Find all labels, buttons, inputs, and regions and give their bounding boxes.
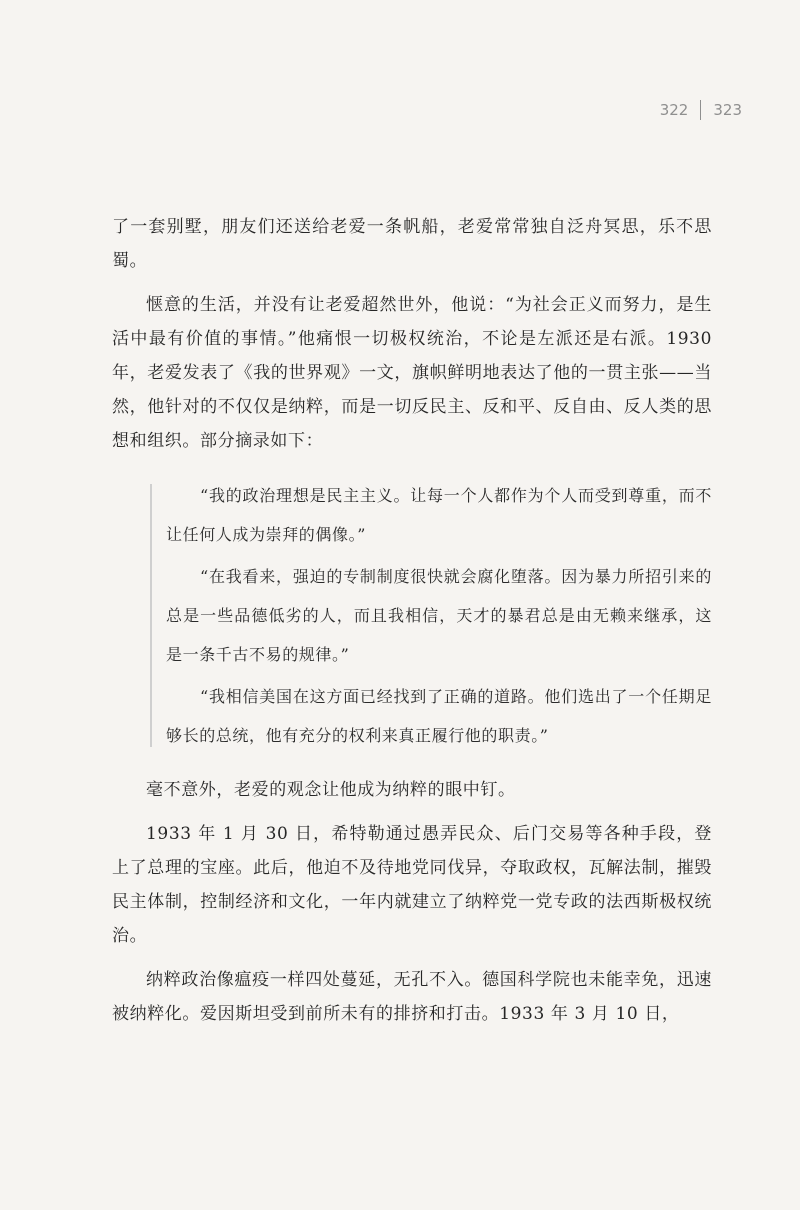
quote-paragraph: “我相信美国在这方面已经找到了正确的道路。他们选出了一个任期足够长的总统，他有充分的权利来真正履行他的职责。”	[166, 687, 712, 745]
paragraph: 纳粹政治像瘟疫一样四处蔓延，无孔不入。德国科学院也未能幸免，迅速被纳粹化。爱因斯坦受到前所未有的排挤和打击。1933 年 3 月 10 日，	[112, 970, 712, 1024]
quote-paragraph: “我的政治理想是民主主义。让每一个人都作为个人而受到尊重，而不让任何人成为崇拜的偶像。”	[166, 486, 712, 544]
page-header	[660, 100, 742, 120]
block-quote	[112, 476, 712, 755]
page-number-divider	[700, 100, 701, 120]
right-page-number: 323	[713, 101, 742, 119]
paragraph-continued: 了一套别墅，朋友们还送给老爱一条帆船，老爱常常独自泛舟冥思，乐不思蜀。	[112, 217, 712, 271]
paragraph: 1933 年 1 月 30 日，希特勒通过愚弄民众、后门交易等各种手段，登上了总理的宝座。此后，他迫不及待地党同伐异，夺取政权，瓦解法制，摧毁民主体制，控制经济和文化，一年内就建立了纳粹党一党专政的法西斯极权统治。	[112, 824, 712, 946]
paragraph: 毫不意外，老爱的观念让他成为纳粹的眼中钉。	[146, 780, 516, 800]
paragraph: 惬意的生活，并没有让老爱超然世外，他说：“为社会正义而努力，是生活中最有价值的事情。”他痛恨一切极权统治，不论是左派还是右派。1930 年，老爱发表了《我的世界观》一文，旗帜鲜明地表达了他的一贯主张——当然，他针对的不仅仅是纳粹，而是一切反民主、反和平、反自由、反人类的思想和组织。部分摘录如下：	[112, 295, 712, 451]
main-text	[112, 210, 712, 1041]
left-page-number: 322	[659, 101, 689, 119]
quote-paragraph: “在我看来，强迫的专制制度很快就会腐化堕落。因为暴力所招引来的总是一些品德低劣的人，而且我相信，天才的暴君总是由无赖来继承，这是一条千古不易的规律。”	[166, 567, 712, 664]
